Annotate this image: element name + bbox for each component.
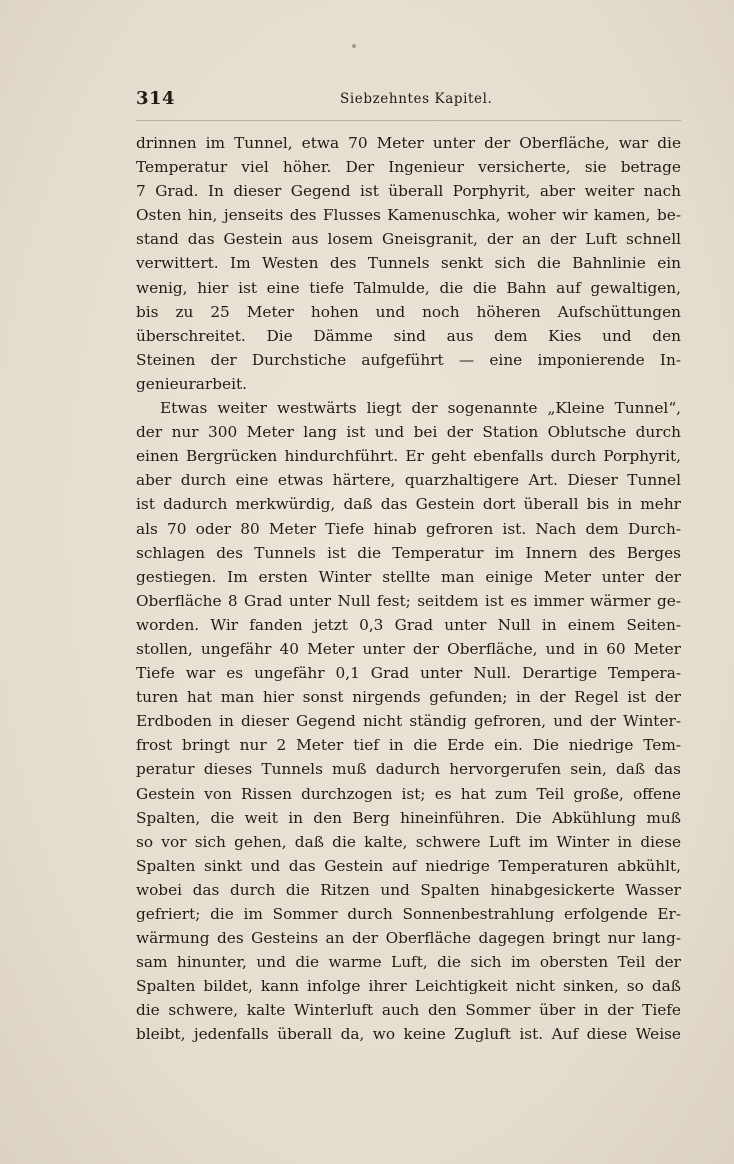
paragraph-end-line: genieurarbeit. (136, 374, 247, 393)
text-line: aber durch eine etwas härtere, quarzhaltigere Art. Dieser Tunnel (136, 471, 681, 490)
text-line: Spalten sinkt und das Gestein auf niedrige Temperaturen abkühlt, (136, 856, 681, 875)
text-line: stand das Gestein aus losem Gneisgranit, der an der Luft schnell (136, 230, 681, 249)
page-number: 314 (136, 88, 176, 109)
text-line: turen hat man hier sonst nirgends gefunden; in der Regel ist der (136, 688, 681, 707)
text-line: schlagen des Tunnels ist die Temperatur im Innern des Berges (136, 543, 681, 562)
text-line: stollen, ungefähr 40 Meter unter der Oberfläche, und in 60 Meter (136, 639, 681, 658)
text-line: Erdboden in dieser Gegend nicht ständig gefroren, und der Winter- (136, 712, 681, 731)
text-line: Oberfläche 8 Grad unter Null fest; seitdem ist es immer wärmer ge- (136, 591, 681, 610)
text-line: ist dadurch merkwürdig, daß das Gestein dort überall bis in mehr (136, 495, 681, 514)
text-line: peratur dieses Tunnels muß dadurch hervorgerufen sein, daß das (136, 760, 681, 779)
text-line: Spalten bildet, kann infolge ihrer Leichtigkeit nicht sinken, so daß (136, 977, 681, 996)
text-line: einen Bergrücken hindurchführt. Er geht ebenfalls durch Porphyrit, (136, 447, 681, 466)
text-line: gefriert; die im Sommer durch Sonnenbestrahlung erfolgende Er- (136, 905, 681, 923)
text-line: gestiegen. Im ersten Winter stellte man einige Meter unter der (136, 567, 681, 586)
text-line: 7 Grad. In dieser Gegend ist überall Porphyrit, aber weiter nach (136, 182, 681, 201)
text-line: der nur 300 Meter lang ist und bei der Station Oblutsche durch (136, 423, 681, 442)
text-line: Gestein von Rissen durchzogen ist; es hat zum Teil große, offene (136, 784, 681, 803)
text-line: Tiefe war es ungefähr 0,1 Grad unter Null. Derartige Tempera- (136, 664, 681, 683)
text-line: so vor sich gehen, daß die kalte, schwere Luft im Winter in diese (136, 832, 681, 851)
header-rule (136, 120, 681, 121)
text-line: wobei das durch die Ritzen und Spalten hinabgesickerte Wasser (136, 880, 681, 899)
body-text (136, 131, 681, 1047)
text-line: wärmung des Gesteins an der Oberfläche dagegen bringt nur lang- (136, 929, 681, 948)
text-line: sam hinunter, und die warme Luft, die sich im obersten Teil der (136, 953, 681, 972)
text-line: bleibt, jedenfalls überall da, wo keine Zugluft ist. Auf diese Weise (136, 1025, 681, 1044)
text-line: Osten hin, jenseits des Flusses Kamenuschka, woher wir kamen, be- (136, 206, 681, 225)
text-line: als 70 oder 80 Meter Tiefe hinab gefroren ist. Nach dem Durch- (136, 519, 681, 538)
paper-speck (352, 44, 356, 48)
text-line: verwittert. Im Westen des Tunnels senkt sich die Bahnlinie ein (136, 254, 681, 273)
text-line: worden. Wir fanden jetzt 0,3 Grad unter Null in einem Seiten- (136, 615, 681, 634)
text-line: frost bringt nur 2 Meter tief in die Erde ein. Die niedrige Tem- (136, 736, 681, 755)
text-line: Temperatur viel höher. Der Ingenieur versicherte, sie betrage (136, 158, 681, 177)
text-line: bis zu 25 Meter hohen und noch höheren Aufschüttungen (136, 302, 681, 321)
text-line: wenig, hier ist eine tiefe Talmulde, die die Bahn auf gewaltigen, (136, 278, 681, 297)
text-line: drinnen im Tunnel, etwa 70 Meter unter der Oberfläche, war die (136, 134, 681, 152)
page-header (136, 88, 681, 116)
text-line: Steinen der Durchstiche aufgeführt — eine imponierende In- (136, 350, 681, 369)
paragraph-start-line: Etwas weiter westwärts liegt der sogenannte „Kleine Tunnel“, (160, 399, 681, 418)
running-title: Siebzehntes Kapitel. (340, 91, 493, 107)
text-line: die schwere, kalte Winterluft auch den Sommer über in der Tiefe (136, 1001, 681, 1020)
text-line: überschreitet. Die Dämme sind aus dem Kies und den (136, 326, 681, 345)
text-line: Spalten, die weit in den Berg hineinführen. Die Abkühlung muß (136, 808, 681, 827)
